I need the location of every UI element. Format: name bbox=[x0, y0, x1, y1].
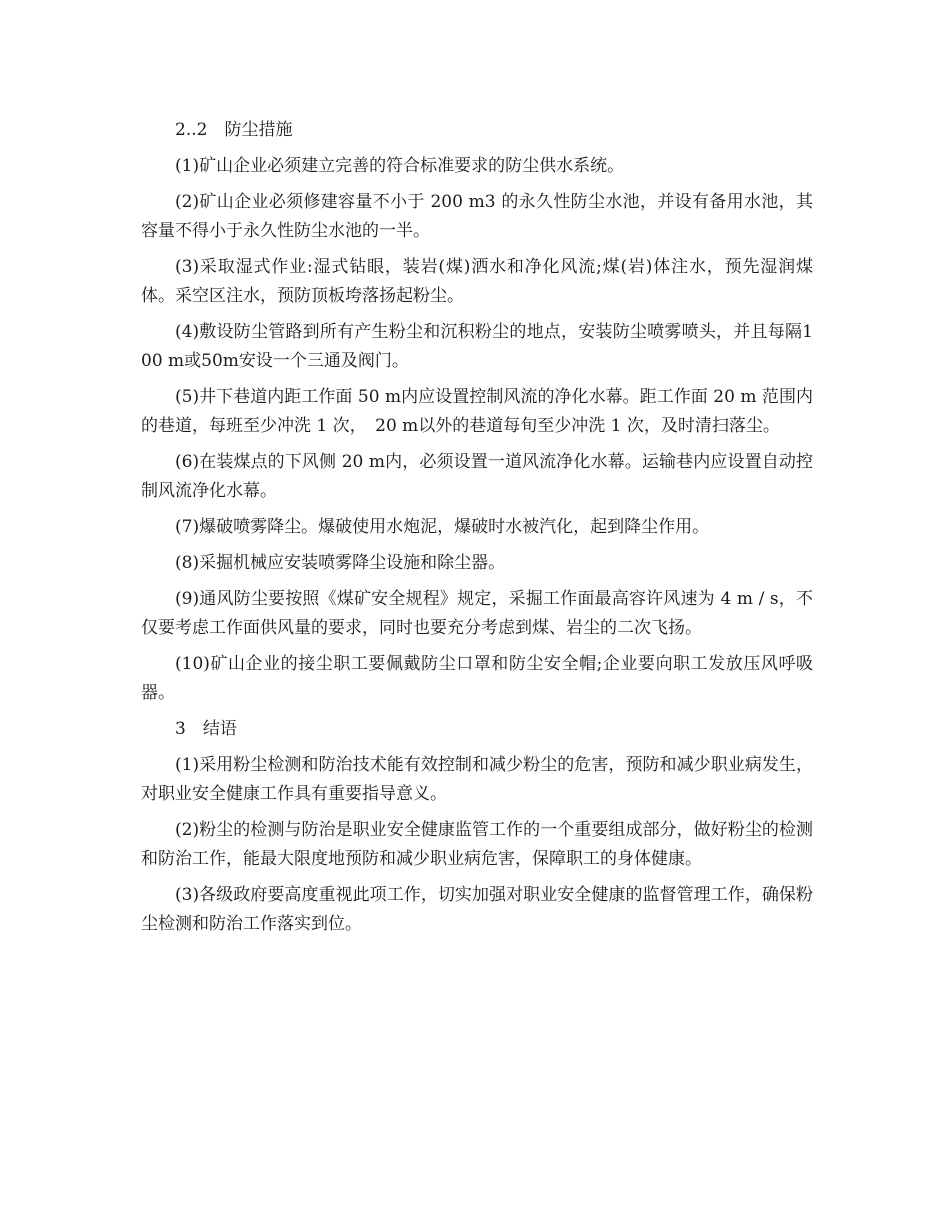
document-body bbox=[141, 116, 813, 946]
paragraph-3: (3)采取湿式作业:湿式钻眼，装岩(煤)洒水和净化风流;煤(岩)体注水，预先湿润煤体。采空区注水，预防顶板垮落扬起粉尘。 bbox=[141, 257, 813, 306]
paragraph-10: (10)矿山企业的接尘职工要佩戴防尘口罩和防尘安全帽;企业要向职工发放压风呼吸器。 bbox=[141, 654, 813, 703]
paragraph-9: (9)通风防尘要按照《煤矿安全规程》规定，采掘工作面最高容许风速为 4 m / s，不仅要考虑工作面供风量的要求，同时也要充分考虑到煤、岩尘的二次飞扬。 bbox=[141, 589, 813, 638]
paragraph-6: (6)在装煤点的下风侧 20 m内，必须设置一道风流净化水幕。运输巷内应设置自动控制风流净化水幕。 bbox=[141, 452, 813, 501]
paragraph-7: (7)爆破喷雾降尘。爆破使用水炮泥，爆破时水被汽化，起到降尘作用。 bbox=[175, 517, 710, 537]
section-heading-2-2: 2..2 防尘措施 bbox=[175, 120, 293, 140]
paragraph-8: (8)采掘机械应安装喷雾降尘设施和除尘器。 bbox=[175, 553, 506, 573]
conclusion-3: (3)各级政府要高度重视此项工作，切实加强对职业安全健康的监督管理工作，确保粉尘检测和防治工作落实到位。 bbox=[141, 885, 813, 934]
section-heading-3: 3 结语 bbox=[175, 719, 237, 739]
paragraph-4: (4)敷设防尘管路到所有产生粉尘和沉积粉尘的地点，安装防尘喷雾喷头，并且每隔100 m或50m安设一个三通及阀门。 bbox=[141, 322, 813, 371]
conclusion-1: (1)采用粉尘检测和防治技术能有效控制和减少粉尘的危害，预防和减少职业病发生，对职业安全健康工作具有重要指导意义。 bbox=[141, 755, 813, 804]
paragraph-5: (5)井下巷道内距工作面 50 m内应设置控制风流的净化水幕。距工作面 20 m 范围内的巷道，每班至少冲洗 1 次， 20 m以外的巷道每旬至少冲洗 1 次，及时清扫落尘。 bbox=[141, 387, 813, 436]
paragraph-1: (1)矿山企业必须建立完善的符合标准要求的防尘供水系统。 bbox=[175, 156, 625, 176]
paragraph-2: (2)矿山企业必须修建容量不小于 200 m3 的永久性防尘水池，并设有备用水池，其容量不得小于永久性防尘水池的一半。 bbox=[141, 192, 813, 241]
conclusion-2: (2)粉尘的检测与防治是职业安全健康监管工作的一个重要组成部分，做好粉尘的检测和防治工作，能最大限度地预防和减少职业病危害，保障职工的身体健康。 bbox=[141, 820, 813, 869]
